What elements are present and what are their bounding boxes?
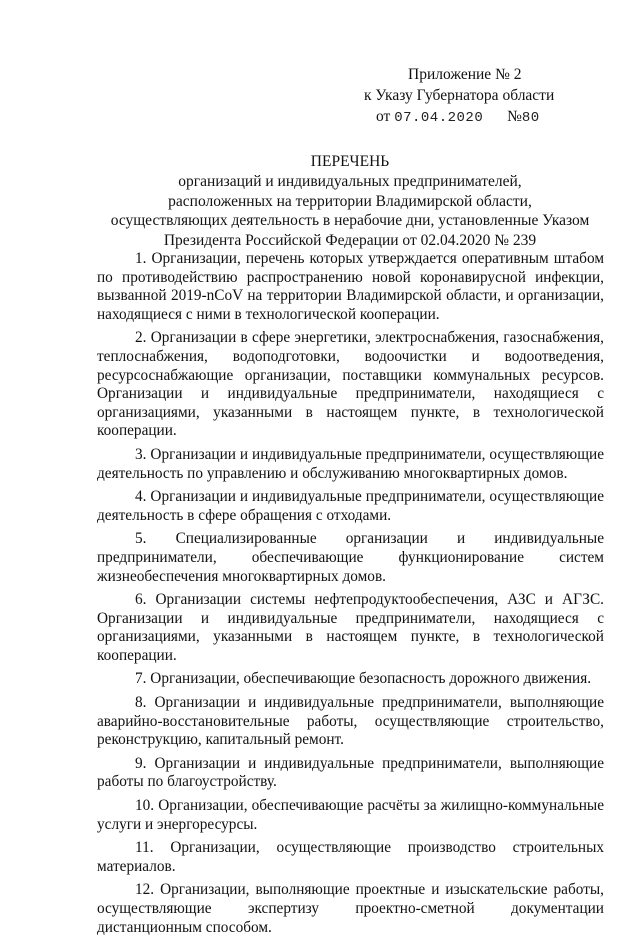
title-line-3: осуществляющих деятельность в нерабочие дни, установленные Указом	[110, 212, 590, 230]
title-line-1: организаций и индивидуальных предпринимателей,	[178, 172, 522, 190]
organization-list	[97, 250, 604, 942]
title-heading: ПЕРЕЧЕНЬ	[310, 153, 390, 170]
list-item: 12. Организации, выполняющие проектные и изыскательские работы, осуществляющие экспертизу проектно-сметной документации дистанционным способом.	[97, 881, 604, 936]
list-item: 1. Организации, перечень которых утверждается оперативным штабом по противодействию распространению новой коронавирусной инфекции, вызванной 2019-nCoV на территории Владимирской области, и организации, находящиеся с ними в технологической кооперации.	[97, 250, 604, 323]
date-prefix: от	[376, 108, 391, 125]
appendix-header	[364, 64, 594, 129]
list-item: 10. Организации, обеспечивающие расчёты за жилищно-коммунальные услуги и энергоресурсы.	[97, 797, 604, 833]
decree-date: 07.04.2020	[394, 110, 484, 126]
list-item: 3. Организации и индивидуальные предприниматели, осуществляющие деятельность по управлению и обслуживанию многоквартирных домов.	[97, 445, 604, 482]
list-item: 4. Организации и индивидуальные предприниматели, осуществляющие деятельность в сфере обращения с отходами.	[97, 488, 604, 524]
title-line-4: Президента Российской Федерации от 02.04.2020 № 239	[163, 232, 537, 250]
document-title	[96, 152, 604, 251]
appendix-number: Приложение № 2	[408, 66, 522, 83]
list-item: 5. Специализированные организации и индивидуальные предприниматели, обеспечивающие функционирование систем жизнеобеспечения многоквартирных домов.	[97, 530, 604, 585]
number-label: №	[507, 108, 522, 125]
list-item: 8. Организации и индивидуальные предприниматели, выполняющие аварийно-восстановительные работы, осуществляющие строительство, реконструкцию, капитальный ремонт.	[97, 694, 604, 749]
list-item: 7. Организации, обеспечивающие безопасность дорожного движения.	[135, 670, 592, 688]
list-item: 9. Организации и индивидуальные предприниматели, выполняющие работы по благоустройству.	[97, 754, 604, 791]
decree-date-line	[364, 106, 594, 129]
list-item: 11. Организации, осуществляющие производство строительных материалов.	[97, 839, 604, 875]
list-item: 6. Организации системы нефтепродуктообеспечения, АЗС и АГЗС. Организации и индивидуальные предприниматели, находящиеся с организациями, указанными в настоящем пункте, в технологической кооперации.	[97, 591, 604, 664]
decree-reference: к Указу Губернатора области	[364, 87, 555, 104]
list-item: 2. Организации в сфере энергетики, электроснабжения, газоснабжения, теплоснабжения, водоподготовки, водоочистки и водоотведения, ресурсоснабжающие организации, поставщики коммунальных ресурсов. Организации и индивидуальные предприниматели, находящиеся с организациями, указанными в настоящем пункте, в технологической кооперации.	[97, 329, 604, 440]
decree-number: 80	[521, 110, 540, 126]
title-line-2: расположенных на территории Владимирской области,	[168, 192, 532, 210]
